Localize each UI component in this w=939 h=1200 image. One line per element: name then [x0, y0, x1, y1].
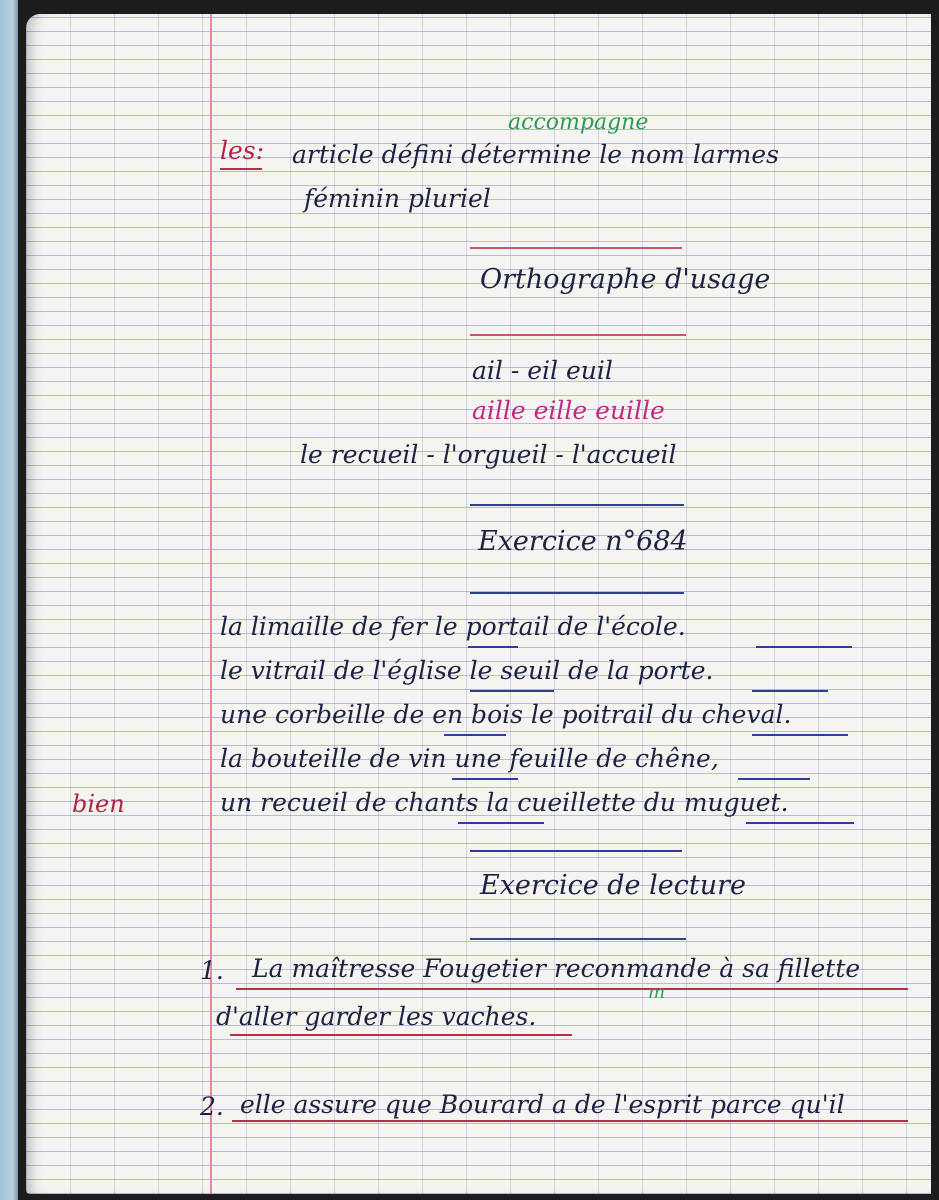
- noun-underline: [752, 734, 848, 736]
- margin-line: [210, 14, 212, 1194]
- lecture-correction: m: [648, 982, 666, 1003]
- noun-underline: [444, 734, 506, 736]
- lecture-title: Exercice de lecture: [480, 870, 746, 901]
- lecture-underline: [230, 1034, 572, 1036]
- exercice-line-4: la bouteille de vin une feuille de chêne,: [220, 744, 719, 773]
- notes-correction: accompagne: [508, 110, 649, 135]
- exercice-line-1: la limaille de fer le portail de l'école.: [220, 612, 686, 641]
- orthographe-row-1: ail - eil euil: [472, 356, 613, 385]
- notes-label: les:: [220, 136, 265, 165]
- noun-underline: [458, 822, 544, 824]
- noun-underline: [470, 690, 554, 692]
- notes-line-1: article défini détermine le nom larmes: [292, 140, 780, 169]
- lecture-item-1-line-2: d'aller garder les vaches.: [216, 1002, 537, 1031]
- notes-line-2: féminin pluriel: [304, 184, 491, 213]
- exercice-rule-top: [470, 504, 684, 506]
- title-rule-top: [470, 247, 682, 249]
- lecture-item-1-line-1: La maîtresse Fougetier reconmande à sa fillette: [252, 954, 861, 983]
- exercice-line-2: le vitrail de l'église le seuil de la porte.: [220, 656, 714, 685]
- lecture-item-1-number: 1.: [200, 956, 224, 985]
- lecture-item-2-line-1: elle assure que Bourard a de l'esprit parce qu'il: [240, 1090, 845, 1119]
- noun-underline: [752, 690, 828, 692]
- exercice-title: Exercice n°684: [478, 526, 688, 557]
- lecture-item-2-number: 2.: [200, 1092, 224, 1121]
- noun-underline: [746, 822, 854, 824]
- orthographe-row-3: le recueil - l'orgueil - l'accueil: [300, 440, 677, 469]
- lecture-underline: [232, 1120, 908, 1122]
- notebook-edge: [0, 0, 18, 1200]
- teacher-comment: bien: [72, 790, 125, 818]
- lecture-rule-bottom: [470, 938, 686, 940]
- exercice-line-5: un recueil de chants la cueillette du muguet.: [220, 788, 789, 817]
- noun-underline: [738, 778, 810, 780]
- exercice-rule-bottom: [470, 592, 684, 594]
- noun-underline: [468, 646, 518, 648]
- lecture-rule-top: [470, 850, 682, 852]
- noun-underline: [756, 646, 852, 648]
- exercice-line-3: une corbeille de en bois le poitrail du cheval.: [220, 700, 792, 729]
- noun-underline: [452, 778, 518, 780]
- orthographe-row-2: aille eille euille: [472, 396, 665, 425]
- notes-label-underline: [220, 168, 262, 170]
- title-rule-bottom: [470, 334, 686, 336]
- lecture-underline: [236, 988, 908, 990]
- orthographe-title: Orthographe d'usage: [480, 264, 771, 295]
